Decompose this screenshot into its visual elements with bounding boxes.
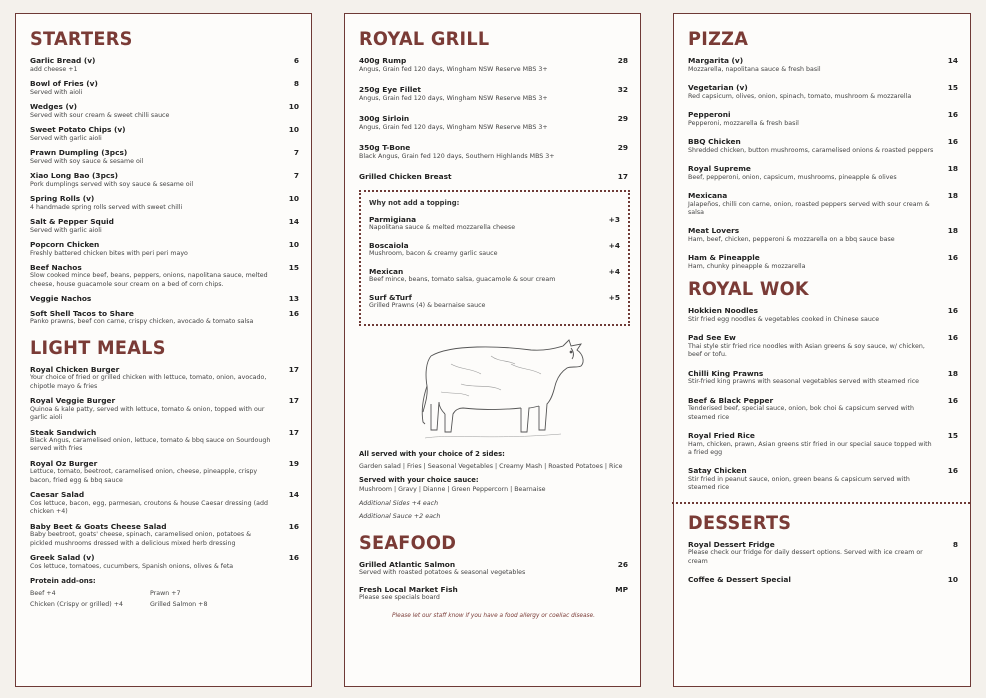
item-name: 250g Eye Fillet [359, 84, 421, 94]
item-name: Royal Supreme [688, 163, 751, 173]
item-name: BBQ Chicken [688, 136, 741, 146]
item-name: Grilled Chicken Breast [359, 171, 452, 181]
cow-illustration [411, 334, 591, 444]
item-price: +4 [608, 240, 620, 250]
allergy-note: Please let our staff know if you have a food allergy or coeliac disease. [392, 612, 595, 619]
item-name: Baby Beet & Goats Cheese Salad [30, 521, 167, 531]
menu-item [30, 102, 299, 120]
item-desc: Stir-fried king prawns with seasonal vegetables served with steamed rice [688, 378, 920, 386]
item-desc: Shredded chicken, button mushrooms, caramelised onions & roasted peppers [688, 146, 934, 154]
item-price: 18 [947, 226, 958, 236]
item-name: Veggie Nachos [30, 294, 92, 304]
item-name: Parmigiana [369, 214, 417, 224]
item-desc: Mozzarella, napolitana sauce & fresh basil [688, 65, 821, 73]
topping-box [359, 190, 630, 326]
item-price: 14 [288, 490, 299, 500]
menu-item [359, 172, 628, 182]
menu-item [30, 553, 299, 571]
item-price: 16 [947, 466, 958, 476]
menu-item [359, 85, 628, 103]
item-price: 15 [947, 430, 958, 440]
sides-text: Garden salad | Fries | Seasonal Vegetables | Creamy Mash | Roasted Potatoes | Rice [359, 462, 623, 470]
protein-addons [30, 590, 299, 608]
starters-list [30, 56, 299, 327]
item-desc: Beef, pepperoni, onion, capsicum, mushrooms, pineapple & olives [688, 173, 897, 181]
item-name: Caesar Salad [30, 490, 85, 500]
item-price: 16 [288, 521, 299, 531]
desserts-list [688, 540, 958, 585]
item-desc: Please check our fridge for daily dessert options. Served with ice cream or cream [688, 549, 923, 565]
item-desc: Napolitana sauce & melted mozzarella cheese [369, 224, 516, 232]
item-price: MP [615, 584, 628, 594]
menu-item [688, 110, 958, 128]
item-desc: Served with garlic aioli [30, 134, 102, 142]
menu-item [30, 309, 299, 327]
menu-item [688, 369, 958, 387]
item-name: Royal Oz Burger [30, 458, 98, 468]
item-desc: Pepperoni, mozzarella & fresh basil [688, 119, 799, 127]
item-desc: Please see specials board [359, 594, 440, 602]
item-name: Salt & Pepper Squid [30, 216, 114, 226]
item-desc: Lettuce, tomato, beetroot, caramelised onion, cheese, pineapple, crispy bacon, fried egg & bbq sauce [30, 468, 258, 484]
sides-title: All served with your choice of 2 sides: [359, 449, 505, 458]
item-desc: Served with aioli [30, 88, 83, 96]
item-price: 15 [288, 262, 299, 272]
item-name: Greek Salad (v) [30, 552, 95, 562]
item-price: 18 [947, 368, 958, 378]
item-price: 13 [288, 294, 299, 304]
item-price: 10 [947, 574, 958, 584]
menu-item [30, 428, 299, 454]
item-name: Coffee & Dessert Special [688, 574, 791, 584]
item-price: 17 [288, 396, 299, 406]
topping-item [369, 267, 620, 285]
item-desc: Served with sour cream & sweet chilli sauce [30, 111, 170, 119]
item-name: Garlic Bread (v) [30, 56, 96, 65]
item-price: 18 [947, 190, 958, 200]
item-price: 16 [947, 333, 958, 343]
item-desc: Angus, Grain fed 120 days, Wingham NSW Reserve MBS 3+ [359, 94, 548, 102]
royal-grill-title: ROYAL GRILL [359, 28, 490, 50]
additional-sauce-note: Additional Sauce +2 each [359, 512, 441, 520]
item-desc: Slow cooked mince beef, beans, peppers, onions, napolitana sauce, melted cheese, house guacamole sour cream on a bed of corn chips. [30, 272, 268, 288]
item-price: 6 [293, 56, 299, 65]
item-desc: Mushroom, bacon & creamy garlic sauce [369, 250, 498, 258]
item-name: Satay Chicken [688, 466, 747, 476]
item-price: 7 [293, 170, 299, 180]
menu-item [688, 137, 958, 155]
item-price: 16 [947, 395, 958, 405]
item-name: Mexicana [688, 190, 728, 200]
item-price: 19 [288, 458, 299, 468]
menu-item [688, 575, 958, 585]
item-price: 18 [947, 163, 958, 173]
item-name: Ham & Pineapple [688, 253, 760, 263]
protein-addons-title: Protein add-ons: [30, 576, 96, 585]
light-meals-title: LIGHT MEALS [30, 336, 166, 359]
item-name: Boscaiola [369, 240, 409, 250]
item-price: 29 [617, 113, 628, 123]
topping-heading: Why not add a topping: [369, 198, 460, 207]
menu-item [688, 466, 958, 492]
item-price: 10 [288, 101, 299, 111]
item-price: 8 [952, 539, 958, 549]
item-name: Royal Dessert Fridge [688, 539, 775, 549]
item-price: 8 [293, 78, 299, 88]
item-name: Chilli King Prawns [688, 368, 764, 378]
item-name: Xiao Long Bao (3pcs) [30, 170, 119, 180]
menu-panel-right [673, 13, 971, 687]
item-price: 32 [617, 84, 628, 94]
item-price: 16 [288, 308, 299, 318]
menu-item [688, 253, 958, 271]
section-divider [672, 502, 970, 504]
item-desc: Ham, beef, chicken, pepperoni & mozzarella on a bbq sauce base [688, 235, 895, 243]
desserts-title: DESSERTS [688, 511, 792, 534]
item-desc: Angus, Grain fed 120 days, Wingham NSW Reserve MBS 3+ [359, 123, 548, 131]
item-desc: Stir fried egg noodles & vegetables cooked in Chinese sauce [688, 315, 880, 323]
item-name: Royal Veggie Burger [30, 396, 116, 406]
item-desc: Your choice of fried or grilled chicken with lettuce, tomato, onion, avocado, chipotle mayo & fries [30, 374, 267, 390]
menu-item [688, 431, 958, 457]
item-desc: Thai style stir fried rice noodles with Asian greens & soy sauce, w/ chicken, beef or tofu. [688, 342, 925, 359]
menu-item [359, 56, 628, 74]
menu-item [30, 171, 299, 189]
royal-wok-title: ROYAL WOK [688, 278, 809, 301]
item-price: 16 [947, 136, 958, 146]
item-name: Prawn Dumpling (3pcs) [30, 147, 128, 157]
royal-wok-list [688, 306, 958, 492]
addon-item: Prawn +7 [150, 589, 181, 597]
item-name: Margarita (v) [688, 56, 744, 65]
item-price: 14 [288, 216, 299, 226]
royal-grill-list [359, 56, 628, 182]
item-price: 17 [288, 364, 299, 374]
item-name: 350g T-Bone [359, 142, 411, 152]
item-price: 16 [288, 552, 299, 562]
item-name: Grilled Atlantic Salmon [359, 559, 456, 569]
item-desc: Pork dumplings served with soy sauce & sesame oil [30, 180, 194, 188]
sauce-text: Mushroom | Gravy | Dianne | Green Peppercorn | Bearnaise [359, 485, 546, 493]
item-price: 17 [288, 427, 299, 437]
menu-item [688, 83, 958, 101]
item-desc: Cos lettuce, tomatoes, cucumbers, Spanish onions, olives & feta [30, 562, 234, 570]
item-desc: Panko prawns, beef con carne, crispy chicken, avocado & tomato salsa [30, 318, 254, 326]
item-name: Vegetarian (v) [688, 82, 748, 92]
topping-item [369, 241, 620, 259]
item-desc: 4 handmade spring rolls served with sweet chilli [30, 203, 183, 211]
item-price: 14 [947, 56, 958, 65]
item-desc: Beef mince, beans, tomato salsa, guacamole & sour cream [369, 276, 556, 284]
menu-item [688, 396, 958, 422]
item-desc: Quinoa & kale patty, served with lettuce, tomato & onion, topped with our garlic aioli [30, 405, 265, 422]
item-name: Sweet Potato Chips (v) [30, 124, 126, 134]
menu-item [688, 226, 958, 244]
item-name: Spring Rolls (v) [30, 193, 95, 203]
item-name: 400g Rump [359, 56, 407, 65]
sauce-title: Served with your choice sauce: [359, 475, 479, 484]
item-name: Mexican [369, 266, 404, 276]
item-price: 10 [288, 193, 299, 203]
item-desc: Cos lettuce, bacon, egg, parmesan, croutons & house Caesar dressing (add chicken +4) [30, 499, 268, 516]
item-price: 17 [617, 171, 628, 181]
menu-item [30, 490, 299, 516]
item-desc: Ham, chicken, prawn, Asian greens stir fried in our special sauce topped with a fried egg [688, 440, 932, 456]
item-desc: Served with garlic aioli [30, 226, 102, 234]
item-price: 10 [288, 239, 299, 249]
menu-item [30, 148, 299, 166]
item-desc: Jalapeños, chilli con carne, onion, roasted peppers served with sour cream & salsa [688, 200, 930, 216]
item-desc: Served with roasted potatoes & seasonal vegetables [359, 569, 526, 577]
menu-item [688, 191, 958, 217]
menu-item [30, 240, 299, 258]
item-name: Pad See Ew [688, 333, 736, 343]
item-price: 16 [947, 306, 958, 316]
item-name: Hokkien Noodles [688, 306, 759, 316]
starters-title: STARTERS [30, 28, 133, 50]
menu-item [359, 114, 628, 132]
pizza-list [688, 56, 958, 271]
item-name: 300g Sirloin [359, 113, 410, 123]
additional-sides-note: Additional Sides +4 each [359, 499, 439, 507]
item-name: Beef & Black Pepper [688, 395, 774, 405]
item-name: Steak Sandwich [30, 427, 97, 437]
menu-item [30, 459, 299, 485]
item-name: Meat Lovers [688, 226, 740, 236]
item-name: Beef Nachos [30, 262, 82, 272]
menu-item [688, 540, 958, 566]
item-desc: Angus, Grain fed 120 days, Wingham NSW Reserve MBS 3+ [359, 65, 548, 73]
cow-illustration-wrap [359, 334, 628, 444]
item-price: +5 [608, 292, 620, 302]
menu-item [688, 333, 958, 359]
item-desc: Baby beetroot, goats' cheese, spinach, caramelised onion, potatoes & pickled mushrooms dressed with a delicious mixed herb dressing [30, 531, 252, 547]
topping-item [369, 293, 620, 311]
item-name: Bowl of Fries (v) [30, 78, 98, 88]
item-name: Royal Chicken Burger [30, 364, 120, 374]
item-name: Royal Fried Rice [688, 430, 755, 440]
item-desc: Tenderised beef, special sauce, onion, bok choi & capsicum served with steamed rice [688, 405, 914, 421]
pizza-title: PIZZA [688, 28, 749, 50]
menu-item [30, 365, 299, 391]
menu-panel-left [15, 13, 312, 687]
menu-item [30, 396, 299, 422]
menu-item [359, 560, 628, 578]
menu-item [359, 585, 628, 603]
item-desc: Black Angus, Grain fed 120 days, Southern Highlands MBS 3+ [359, 152, 555, 160]
menu-item [30, 522, 299, 548]
addon-item: Beef +4 [30, 589, 56, 597]
topping-item [369, 215, 620, 233]
menu-item [30, 294, 299, 304]
menu-item [688, 56, 958, 74]
menu-item [30, 125, 299, 143]
item-price: +4 [608, 266, 620, 276]
item-price: 16 [947, 253, 958, 263]
menu-item [30, 217, 299, 235]
item-price: +3 [608, 214, 620, 224]
item-price: 28 [617, 56, 628, 65]
addon-item: Grilled Salmon +8 [150, 600, 208, 608]
menu-item [688, 164, 958, 182]
item-name: Soft Shell Tacos to Share [30, 308, 134, 318]
item-name: Surf &Turf [369, 292, 412, 302]
addon-item: Chicken (Crispy or grilled) +4 [30, 600, 123, 608]
item-desc: Black Angus, caramelised onion, lettuce, tomato & bbq sauce on Sourdough served with fries [30, 437, 271, 453]
item-desc: Served with soy sauce & sesame oil [30, 157, 144, 165]
item-price: 15 [947, 82, 958, 92]
item-price: 10 [288, 124, 299, 134]
menu-item [30, 79, 299, 97]
item-desc: add cheese +1 [30, 65, 78, 73]
item-desc: Red capsicum, olives, onion, spinach, tomato, mushroom & mozzarella [688, 92, 912, 100]
item-name: Fresh Local Market Fish [359, 584, 458, 594]
item-desc: Stir fried in peanut sauce, onion, green beans & capsicum served with steamed rice [688, 475, 910, 492]
item-name: Wedges (v) [30, 101, 78, 111]
item-name: Pepperoni [688, 109, 731, 119]
item-price: 16 [947, 109, 958, 119]
item-price: 7 [293, 147, 299, 157]
item-name: Popcorn Chicken [30, 239, 100, 249]
menu-item [30, 194, 299, 212]
menu-item [30, 263, 299, 289]
seafood-list [359, 560, 628, 603]
menu-item [688, 306, 958, 324]
item-desc: Freshly battered chicken bites with peri peri mayo [30, 249, 188, 257]
menu-panel-middle [344, 13, 641, 687]
menu-item [359, 143, 628, 161]
item-desc: Grilled Prawns (4) & bearnaise sauce [369, 302, 486, 310]
item-price: 29 [617, 142, 628, 152]
item-desc: Ham, chunky pineapple & mozzarella [688, 262, 806, 270]
item-price: 26 [617, 559, 628, 569]
light-meals-list [30, 365, 299, 571]
seafood-title: SEAFOOD [359, 531, 457, 554]
menu-item [30, 56, 299, 74]
